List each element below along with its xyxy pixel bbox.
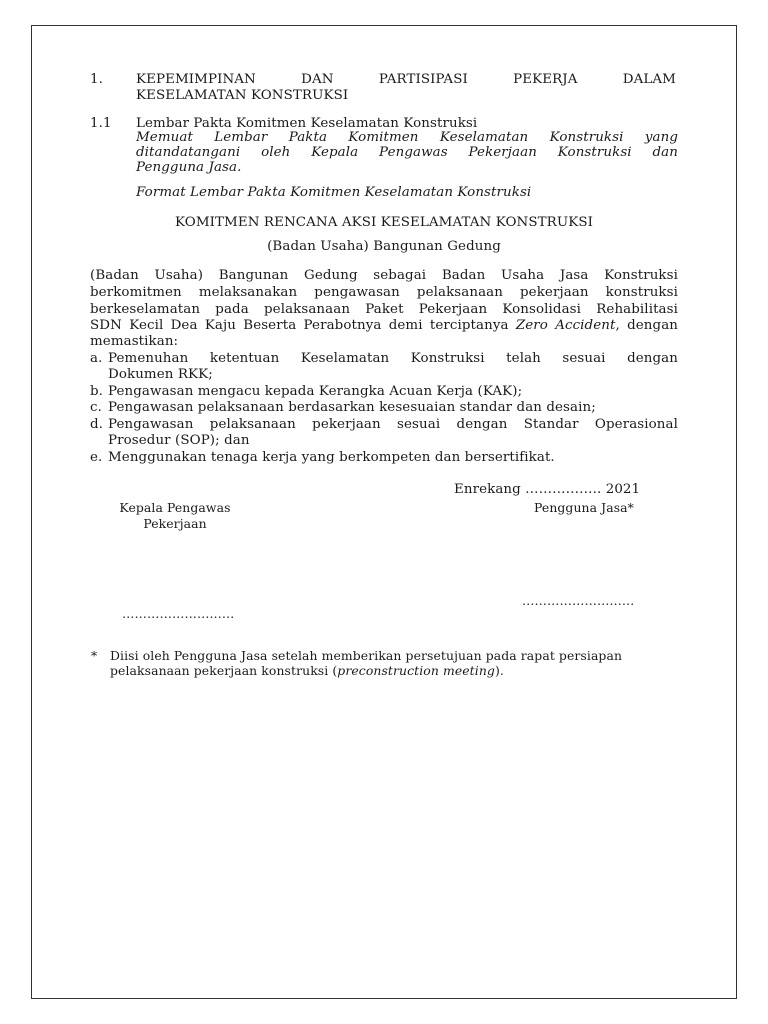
- footnote-line2-end: ).: [494, 663, 504, 678]
- section-title-word: KEPEMIMPINAN: [136, 72, 256, 87]
- left-signer-title: [100, 500, 250, 532]
- place-date: Enrekang …………….. 2021: [454, 482, 641, 497]
- form-heading: KOMITMEN RENCANA AKSI KESELAMATAN KONSTRUKSI: [175, 215, 593, 230]
- paragraph-line5: memastikan:: [90, 334, 179, 349]
- paragraph-line2: berkomitmen melaksanakan pengawasan pelaksanaan pekerjaan konstruksi: [90, 285, 678, 300]
- list-marker: b.: [90, 384, 104, 399]
- list-item-text: Pengawasan mengacu kepada Kerangka Acuan Kerja (KAK);: [108, 384, 523, 399]
- right-signature-line: ………………………: [522, 593, 635, 608]
- footnote-italic-term: preconstruction meeting: [337, 663, 495, 678]
- footnote-line2-text: pelaksanaan pekerjaan konstruksi (: [110, 663, 338, 678]
- subsection-title: Lembar Pakta Komitmen Keselamatan Konstruksi: [136, 116, 478, 131]
- paragraph-line4: [90, 318, 678, 335]
- section-title-line2: KESELAMATAN KONSTRUKSI: [136, 88, 349, 103]
- list-marker: a.: [90, 351, 103, 366]
- left-signer-line2: Pekerjaan: [143, 516, 207, 531]
- section-title-word: PEKERJA: [513, 72, 578, 87]
- left-signature-line: ………………………: [122, 606, 235, 621]
- section-title-word: DAN: [301, 72, 334, 87]
- subsection-number: 1.1: [90, 116, 112, 131]
- subsection-desc-line2: ditandatangani oleh Kepala Pengawas Pekerjaan Konstruksi dan: [136, 145, 678, 160]
- list-item-text: Pengawasan pelaksanaan pekerjaan sesuai dengan Standar Operasional: [108, 417, 678, 432]
- list-item-text-cont: Prosedur (SOP); dan: [108, 433, 250, 448]
- list-marker: c.: [90, 400, 102, 415]
- footnote-line1: Diisi oleh Pengguna Jasa setelah memberikan persetujuan pada rapat persiapan: [110, 648, 623, 663]
- list-item-text: Pemenuhan ketentuan Keselamatan Konstruksi telah sesuai dengan: [108, 351, 678, 366]
- zero-accident-text: Zero Accident: [515, 318, 616, 333]
- footnote-marker: *: [91, 648, 98, 663]
- paragraph-line3: berkeselamatan pada pelaksanaan Paket Pekerjaan Konsolidasi Rehabilitasi: [90, 302, 678, 317]
- list-item-text: Pengawasan pelaksanaan berdasarkan kesesuaian standar dan desain;: [108, 400, 596, 415]
- section-title-word: PARTISIPASI: [378, 72, 468, 87]
- form-subheading: (Badan Usaha) Bangunan Gedung: [267, 239, 501, 254]
- subsection-desc-line3: Pengguna Jasa.: [136, 160, 242, 175]
- right-signer-title: Pengguna Jasa*: [534, 500, 634, 515]
- section-number: 1.: [90, 72, 103, 87]
- list-item-text-cont: Dokumen RKK;: [108, 367, 213, 382]
- section-title-word: DALAM: [622, 72, 676, 87]
- footnote-line2: [110, 663, 504, 679]
- format-label: Format Lembar Pakta Komitmen Keselamatan Konstruksi: [136, 185, 532, 200]
- paragraph-line1: (Badan Usaha) Bangunan Gedung sebagai Badan Usaha Jasa Konstruksi: [90, 268, 678, 283]
- list-marker: e.: [90, 450, 103, 465]
- list-item-text: Menggunakan tenaga kerja yang berkompeten dan bersertifikat.: [108, 450, 555, 465]
- section-title-line1: [136, 72, 676, 89]
- paragraph-line4-end: , dengan: [615, 318, 678, 333]
- paragraph-line4-text: SDN Kecil Dea Kaju Beserta Perabotnya demi terciptanya: [90, 318, 516, 333]
- list-marker: d.: [90, 417, 104, 432]
- left-signer-line1: Kepala Pengawas: [119, 500, 231, 515]
- subsection-desc-line1: Memuat Lembar Pakta Komitmen Keselamatan Konstruksi yang: [136, 130, 678, 145]
